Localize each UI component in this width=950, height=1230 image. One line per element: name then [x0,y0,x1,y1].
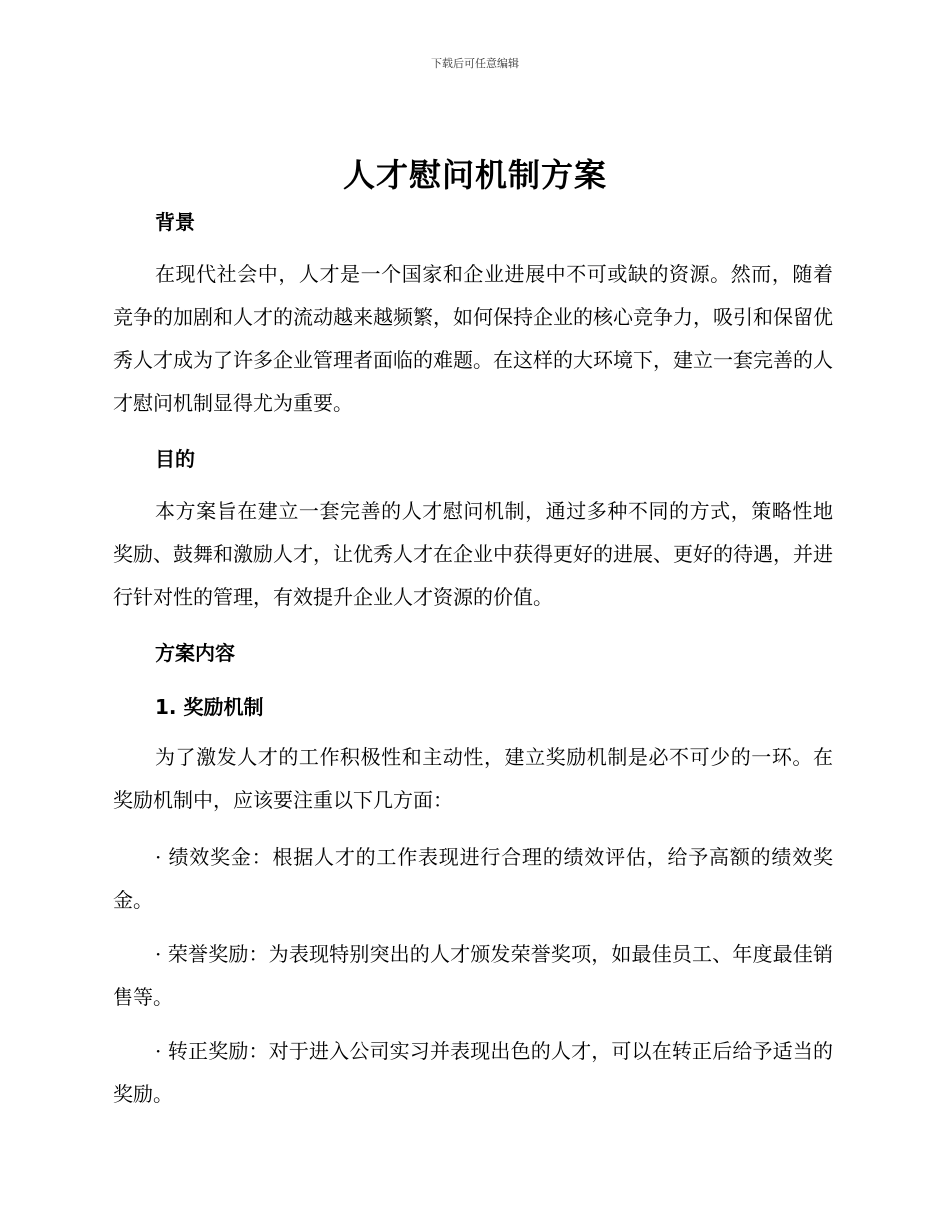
header-note: 下载后可任意编辑 [431,57,519,70]
list-item-regularization-reward: · 转正奖励：对于进入公司实习并表现出色的人才，可以在转正后给予适当的奖励。 [113,1039,833,1106]
subsection-heading-rewards: 1. 奖励机制 [155,695,264,719]
section-heading-content: 方案内容 [155,641,235,665]
paragraph-purpose: 本方案旨在建立一套完善的人才慰问机制，通过多种不同的方式，策略性地奖励、鼓舞和激励人才，让优秀人才在企业中获得更好的进展、更好的待遇，并进行针对性的管理，有效提升企业人才资源的价值。 [113,499,833,609]
paragraph-background: 在现代社会中，人才是一个国家和企业进展中不可或缺的资源。然而，随着竞争的加剧和人才的流动越来越频繁，如何保持企业的核心竞争力，吸引和保留优秀人才成为了许多企业管理者面临的难题。在这样的大环境下，建立一套完善的人才慰问机制显得尤为重要。 [113,262,833,415]
paragraph-rewards-intro: 为了激发人才的工作积极性和主动性，建立奖励机制是必不可少的一环。在奖励机制中，应该要注重以下几方面： [113,745,833,812]
section-heading-purpose: 目的 [155,447,195,471]
document-body [113,0,833,1230]
list-item-performance-bonus: · 绩效奖金：根据人才的工作表现进行合理的绩效评估，给予高额的绩效奖金。 [113,845,833,912]
document-title: 人才慰问机制方案 [342,156,607,194]
list-item-honor-award: · 荣誉奖励：为表现特别突出的人才颁发荣誉奖项，如最佳员工、年度最佳销售等。 [113,942,833,1009]
section-heading-background: 背景 [155,210,195,234]
